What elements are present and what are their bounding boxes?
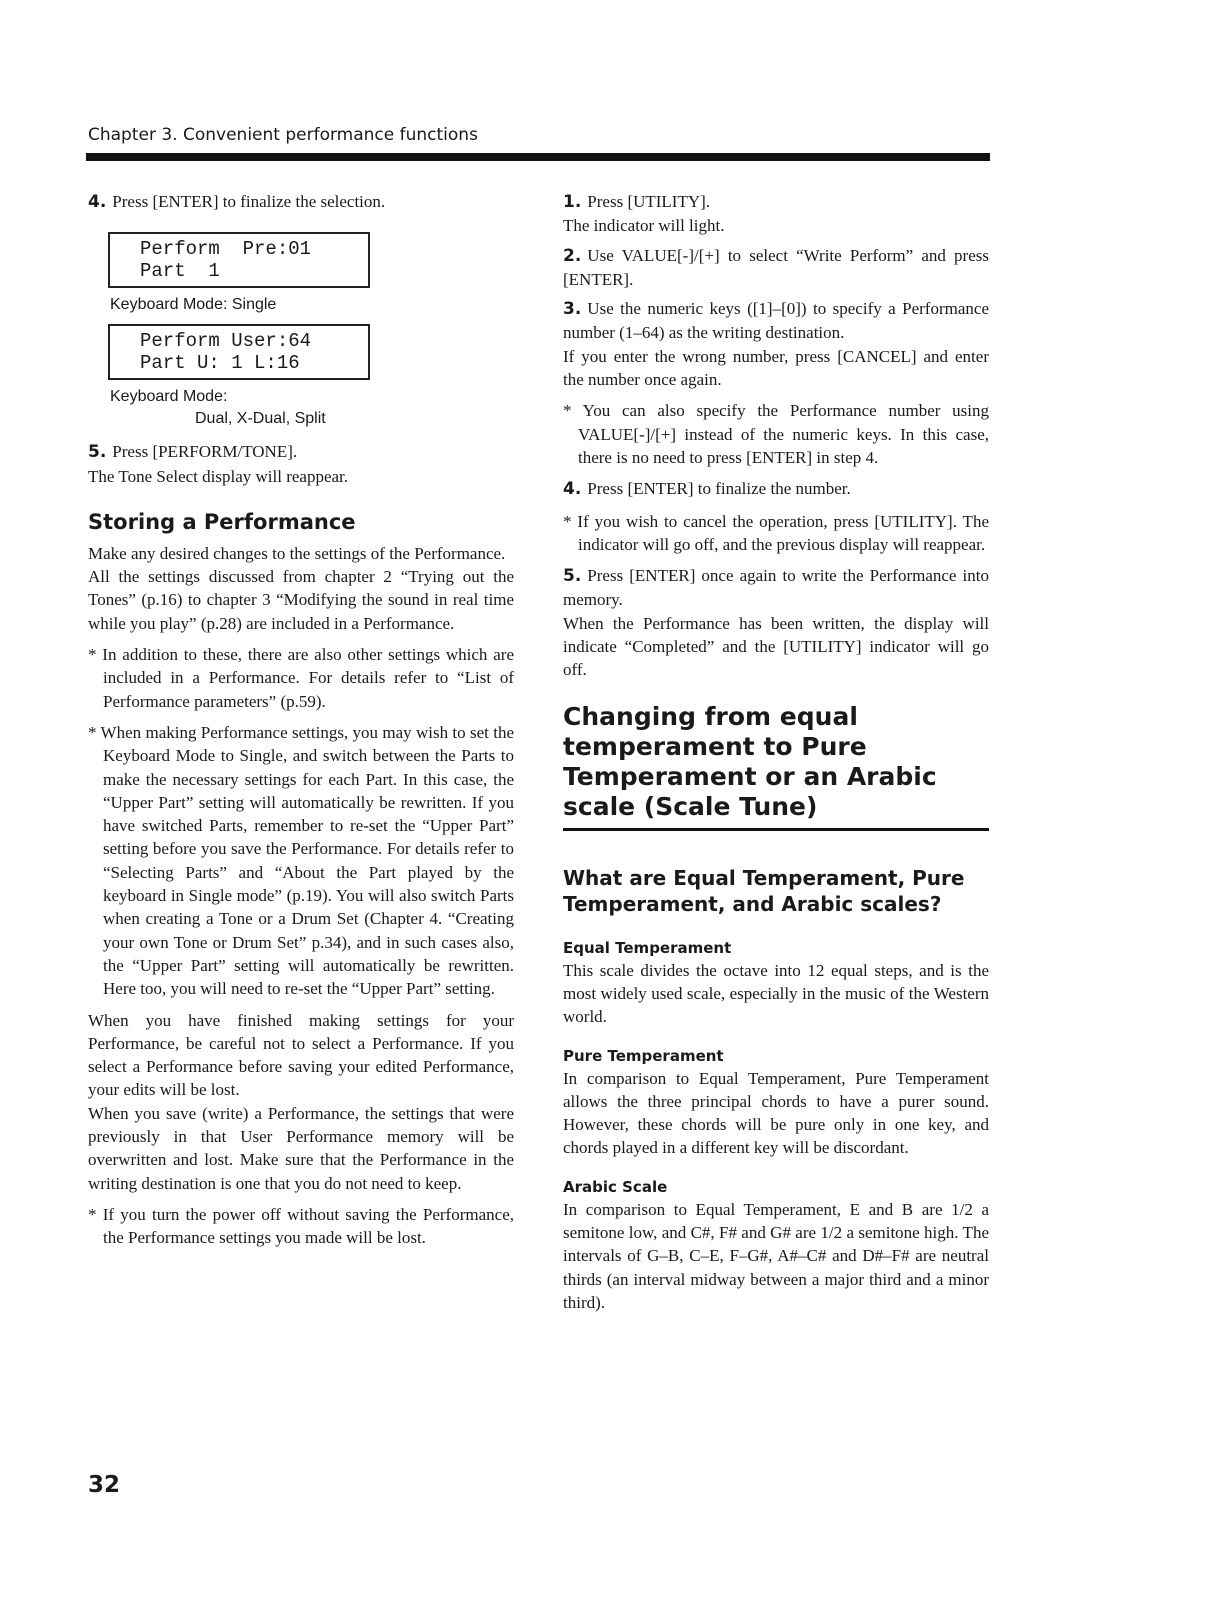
equal-temperament-text: This scale divides the octave into 12 equal steps, and is the most widely used scale, especially in the music of the Western world. (563, 960, 989, 1027)
lcd-display-dual: Perform User:64 Part U: 1 L:16 (108, 324, 370, 380)
caption-dual: Keyboard Mode: (110, 388, 228, 406)
storing-heading: Storing a Performance (88, 509, 356, 534)
write-step-1: 1. Press [UTILITY]. (563, 192, 711, 212)
pure-temperament-text: In comparison to Equal Temperament, Pure Temperament allows the three principal chords to have a purer sound. However, these chords will be pure only in one key, and chords played in a different key will be discordant. (563, 1068, 989, 1158)
storing-para-3: When you have finished making settings for your Performance, be careful not to select a Performance. If you select a Performance before saving your edited Performance, your edits will be lost. (88, 1010, 514, 1100)
step-5-result: The Tone Select display will reappear. (88, 466, 349, 486)
write-step-5: 5. Press [ENTER] once again to write the Performance into memory. (563, 566, 989, 610)
note-upper-part: * When making Performance settings, you may wish to set the Keyboard Mode to Single, and switch between the Parts to make the necessary settings for each Part. In this case, the “Upper Part” setting will automatically be rewritten. If you have switched Parts, remember to re-set the “Upper Part” setting before you save the Performance. For details refer to “Selecting Parts” and “About the Part played by the keyboard in Single mode” (p.19). You will also switch Parts when creating a Tone or a Drum Set (Chapter 4. “Creating your own Tone or Drum Set” p.34), and in such cases also, the “Upper Part” setting will automatically be rewritten. Here too, you will need to re-set the “Upper Part” setting. (88, 722, 514, 999)
arabic-scale-title: Arabic Scale (563, 1177, 668, 1196)
pure-temperament-title: Pure Temperament (563, 1046, 724, 1065)
write-step-2: 2. Use VALUE[-]/[+] to select “Write Perform” and press [ENTER]. (563, 245, 989, 289)
temperament-subheading: What are Equal Temperament, Pure Temperament, and Arabic scales? (563, 865, 965, 916)
page-number: 32 (88, 1472, 121, 1498)
caption-dual-modes: Dual, X-Dual, Split (195, 410, 326, 428)
right-column (563, 190, 989, 1314)
lcd-display-single: Perform Pre:01 Part 1 (108, 232, 370, 288)
write-step-1-result: The indicator will light. (563, 216, 725, 236)
step-4: 4. Press [ENTER] to finalize the selection. (88, 192, 386, 212)
arabic-scale-text: In comparison to Equal Temperament, E and B are 1/2 a semitone low, and C#, F# and G# are 1/2 a semitone high. The intervals of G–B, C–E, F–G#, A#–C# and D#–F# are neutral thirds (an interval midway between a major third and a minor third). (563, 1199, 989, 1312)
storing-para-4: When you save (write) a Performance, the settings that were previously in that User Performance memory will be overwritten and lost. Make sure that the Performance in the writing destination is one that you do not need to keep. (88, 1103, 514, 1193)
header-rule (86, 153, 990, 161)
storing-para-2: All the settings discussed from chapter 2 “Trying out the Tones” (p.16) to chapter 3 “Modifying the sound in real time while you play” (p.28) are included in a Performance. (88, 567, 514, 633)
step-5: 5. Press [PERFORM/TONE]. (88, 442, 298, 463)
write-step-5-result: When the Performance has been written, the display will indicate “Completed” and the [UTILITY] indicator will go off. (563, 613, 989, 680)
write-step-3: 3. Use the numeric keys ([1]–[0]) to specify a Performance number (1–64) as the writing destination. (563, 299, 989, 343)
write-step-4: 4. Press [ENTER] to finalize the number. (563, 479, 851, 500)
equal-temperament-title: Equal Temperament (563, 938, 732, 957)
note-power-off: * If you turn the power off without saving the Performance, the Performance settings you made will be lost. (88, 1204, 514, 1248)
chapter-header: Chapter 3. Convenient performance functions (88, 125, 478, 145)
note-cancel: * If you wish to cancel the operation, press [UTILITY]. The indicator will go off, and the previous display will reappear. (563, 511, 989, 554)
note-value-keys: * You can also specify the Performance number using VALUE[-]/[+] instead of the numeric keys. In this case, there is no need to press [ENTER] in step 4. (563, 401, 989, 467)
caption-single: Keyboard Mode: Single (110, 296, 277, 314)
note-other-settings: * In addition to these, there are also other settings which are included in a Performance. For details refer to “List of Performance parameters” (p.59). (88, 645, 514, 711)
left-column (88, 190, 514, 1258)
scale-tune-heading: Changing from equal temperament to Pure Temperament or an Arabic scale (Scale Tune) (563, 702, 989, 831)
storing-para-1: Make any desired changes to the settings of the Performance. (88, 543, 506, 563)
write-step-3-note: If you enter the wrong number, press [CANCEL] and enter the number once again. (563, 346, 989, 390)
